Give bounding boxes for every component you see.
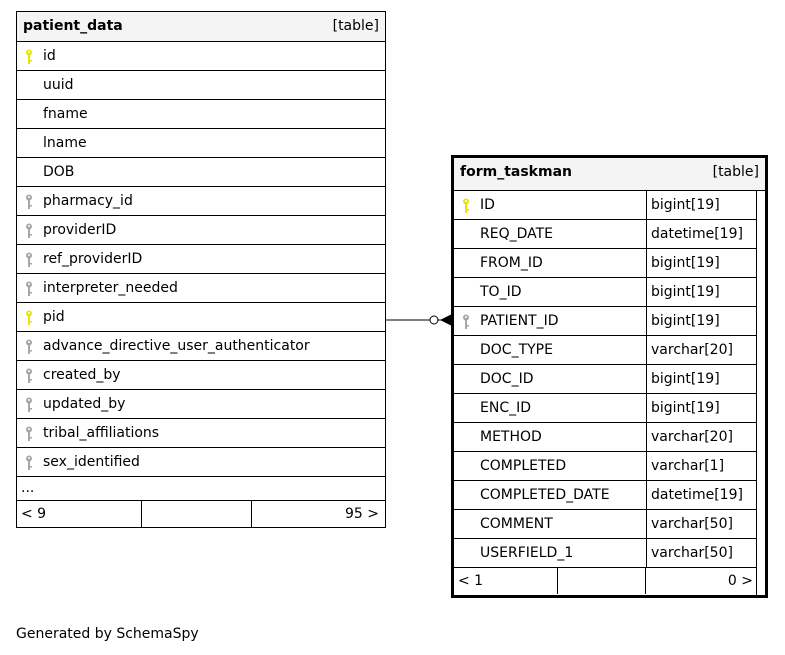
foreign-key-icon — [25, 397, 33, 412]
column-row[interactable] — [17, 390, 385, 419]
foreign-key-icon — [25, 426, 33, 441]
column-name: id — [43, 48, 56, 64]
scrollbar[interactable] — [756, 191, 765, 595]
column-name: DOB — [43, 164, 75, 180]
column-row[interactable] — [17, 361, 385, 390]
generated-by-label: Generated by SchemaSpy — [16, 626, 199, 642]
column-type: bigint[19] — [651, 313, 720, 329]
column-name: DOC_ID — [480, 371, 534, 387]
parents-count[interactable]: < 9 — [17, 501, 142, 527]
table-footer — [17, 501, 385, 527]
column-type: bigint[19] — [651, 197, 720, 213]
children-count[interactable]: 95 > — [345, 506, 379, 522]
column-name: sex_identified — [43, 454, 140, 470]
column-name: pid — [43, 309, 65, 325]
primary-key-icon — [462, 198, 470, 213]
table-form-taskman[interactable] — [451, 155, 768, 598]
table-name: form_taskman — [460, 164, 572, 180]
column-name: PATIENT_ID — [480, 313, 559, 329]
zero-cardinality-marker — [430, 316, 438, 324]
row-count — [142, 501, 252, 527]
column-name: created_by — [43, 367, 121, 383]
column-type: datetime[19] — [651, 487, 743, 503]
column-row[interactable] — [17, 129, 385, 158]
foreign-key-icon — [25, 368, 33, 383]
column-row[interactable] — [17, 245, 385, 274]
row-count — [558, 568, 646, 594]
column-row[interactable] — [454, 278, 757, 307]
column-row[interactable] — [454, 394, 757, 423]
column-name: fname — [43, 106, 88, 122]
column-row[interactable] — [17, 42, 385, 71]
column-row[interactable] — [17, 274, 385, 303]
table-kind: [table] — [332, 18, 379, 34]
column-name: updated_by — [43, 396, 126, 412]
table-header — [17, 12, 385, 42]
column-row[interactable] — [454, 510, 757, 539]
column-name: DOC_TYPE — [480, 342, 553, 358]
column-type: bigint[19] — [651, 371, 720, 387]
column-name: REQ_DATE — [480, 226, 554, 242]
column-row[interactable] — [17, 187, 385, 216]
foreign-key-icon — [25, 455, 33, 470]
column-name: uuid — [43, 77, 74, 93]
column-row[interactable] — [454, 539, 757, 568]
column-row[interactable] — [17, 100, 385, 129]
foreign-key-icon — [25, 339, 33, 354]
column-name: tribal_affiliations — [43, 425, 160, 441]
column-type: datetime[19] — [651, 226, 743, 242]
column-row[interactable] — [454, 220, 757, 249]
foreign-key-icon — [25, 194, 33, 209]
column-row[interactable] — [454, 336, 757, 365]
column-row[interactable] — [17, 71, 385, 100]
table-footer — [454, 568, 757, 594]
column-row[interactable] — [17, 158, 385, 187]
column-name: USERFIELD_1 — [480, 545, 574, 561]
column-type: bigint[19] — [651, 284, 720, 300]
column-name: ref_providerID — [43, 251, 143, 267]
column-type: varchar[50] — [651, 516, 733, 532]
column-name: COMPLETED_DATE — [480, 487, 610, 503]
primary-key-icon — [25, 49, 33, 64]
column-row[interactable] — [454, 249, 757, 278]
table-kind: [table] — [712, 164, 759, 180]
column-type: varchar[1] — [651, 458, 725, 474]
column-name: advance_directive_user_authenticator — [43, 338, 310, 354]
column-name: COMMENT — [480, 516, 553, 532]
column-row[interactable] — [17, 332, 385, 361]
foreign-key-icon — [25, 223, 33, 238]
column-type: varchar[20] — [651, 342, 733, 358]
column-row[interactable] — [17, 419, 385, 448]
column-name: interpreter_needed — [43, 280, 178, 296]
more-columns: ... — [17, 477, 385, 501]
column-name: COMPLETED — [480, 458, 567, 474]
column-type: varchar[20] — [651, 429, 733, 445]
column-name: providerID — [43, 222, 117, 238]
column-row[interactable] — [454, 191, 757, 220]
column-type: bigint[19] — [651, 255, 720, 271]
table-patient-data[interactable] — [16, 11, 386, 528]
column-row[interactable] — [454, 307, 757, 336]
column-row[interactable] — [17, 303, 385, 332]
foreign-key-icon — [25, 281, 33, 296]
column-name: FROM_ID — [480, 255, 543, 271]
column-row[interactable] — [17, 448, 385, 477]
column-row[interactable] — [454, 452, 757, 481]
column-name: TO_ID — [480, 284, 522, 300]
column-name: ID — [480, 197, 495, 213]
column-row[interactable] — [454, 365, 757, 394]
column-type: bigint[19] — [651, 400, 720, 416]
parents-count[interactable]: < 1 — [454, 568, 558, 594]
primary-key-icon — [25, 310, 33, 325]
column-row[interactable] — [454, 481, 757, 510]
children-count[interactable]: 0 > — [727, 573, 753, 589]
column-row[interactable] — [454, 423, 757, 452]
table-header — [454, 158, 765, 191]
foreign-key-icon — [25, 252, 33, 267]
column-row[interactable] — [17, 216, 385, 245]
column-name: pharmacy_id — [43, 193, 133, 209]
column-name: METHOD — [480, 429, 542, 445]
column-type: varchar[50] — [651, 545, 733, 561]
foreign-key-icon — [462, 314, 470, 329]
table-name: patient_data — [23, 18, 123, 34]
column-name: lname — [43, 135, 87, 151]
column-name: ENC_ID — [480, 400, 532, 416]
